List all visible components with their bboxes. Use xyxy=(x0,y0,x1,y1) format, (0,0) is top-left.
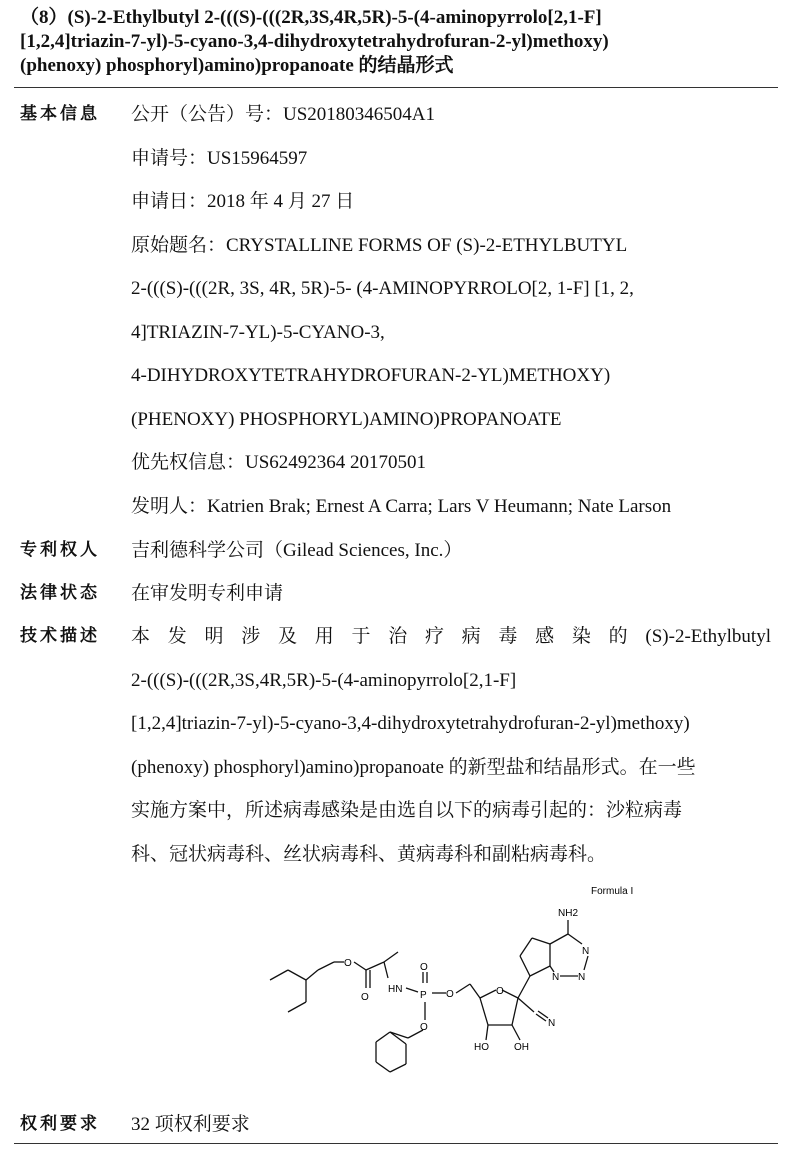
inventors: 发明人：Katrien Brak; Ernest A Carra; Lars V Heumann; Nate Larson xyxy=(131,495,672,517)
legal-status-value: 在审发明专利申请 xyxy=(131,583,284,604)
basic-info-label: 基本信息 xyxy=(20,104,100,124)
tech-desc-line-6: 科、冠状病毒科、丝状病毒科、黄病毒科和副粘病毒科。 xyxy=(131,843,607,865)
original-title-line-5: (PHENOXY) PHOSPHORYL)AMINO)PROPANOATE xyxy=(131,408,562,430)
priority-info: 优先权信息：US62492364 20170501 xyxy=(131,452,427,473)
amine-label: NH2 xyxy=(558,908,579,919)
phosphoryl-oxygen-label: O xyxy=(420,962,428,973)
bottom-divider xyxy=(14,1143,778,1144)
title-line-2: [1,2,4]triazin-7-yl)-5-cyano-3,4-dihydroxytetrahydrofuran-2-yl)methoxy) xyxy=(20,31,609,52)
triazine-n-label-3: N xyxy=(552,972,560,983)
tech-desc-line-5: 实施方案中，所述病毒感染是由选自以下的病毒引起的：沙粒病毒 xyxy=(131,800,683,821)
nitrile-n-label: N xyxy=(548,1018,556,1029)
assignee-label: 专利权人 xyxy=(20,540,100,560)
chemical-structure-figure xyxy=(248,880,648,1095)
phosphorus-label: P xyxy=(420,990,427,1001)
linker-oxygen-label: O xyxy=(446,989,454,1000)
triazine-n-label-2: N xyxy=(578,972,586,983)
tech-desc-line-3: [1,2,4]triazin-7-yl)-5-cyano-3,4-dihydroxytetrahydrofuran-2-yl)methoxy) xyxy=(131,713,690,734)
assignee-value: 吉利德科学公司（Gilead Sciences, Inc.） xyxy=(131,540,463,561)
chemical-structure-svg xyxy=(248,880,648,1095)
ester-oxygen-label: O xyxy=(344,958,352,969)
original-title-line-3: 4]TRIAZIN-7-YL)-5-CYANO-3, xyxy=(131,321,385,343)
document-title xyxy=(20,6,780,78)
hydroxyl-label-1: HO xyxy=(474,1042,489,1053)
title-line-3: (phenoxy) phosphoryl)amino)propanoate 的结晶形式 xyxy=(20,55,454,76)
tech-desc-line-1: 本 发 明 涉 及 用 于 治 疗 病 毒 感 染 的 (S)-2-Ethylbutyl xyxy=(131,626,771,647)
legal-status-label: 法律状态 xyxy=(20,583,100,603)
triazine-n-label-1: N xyxy=(582,946,590,957)
hydroxyl-label-2: OH xyxy=(514,1042,529,1053)
tech-desc-line-2: 2-(((S)-(((2R,3S,4R,5R)-5-(4-aminopyrrolo[2,1-F] xyxy=(131,669,517,691)
figure-caption: Formula I xyxy=(591,886,634,897)
original-title-line-1: 原始题名：CRYSTALLINE FORMS OF (S)-2-ETHYLBUTYL xyxy=(131,234,628,256)
original-title-line-2: 2-(((S)-(((2R, 3S, 4R, 5R)-5- (4-AMINOPYRROLO[2, 1-F] [1, 2, xyxy=(131,278,634,299)
application-number: 申请号：US15964597 xyxy=(131,147,308,169)
claims-label: 权利要求 xyxy=(20,1114,100,1134)
title-divider xyxy=(14,87,778,88)
tech-desc-line-4: (phenoxy) phosphoryl)amino)propanoate 的新型盐和结晶形式。在一些 xyxy=(131,756,696,778)
publication-number: 公开（公告）号：US20180346504A1 xyxy=(131,104,436,125)
ring-oxygen-label: O xyxy=(496,986,504,997)
title-line-1: （8）(S)-2-Ethylbutyl 2-(((S)-(((2R,3S,4R,5R)-5-(4-aminopyrrolo[2,1-F] xyxy=(20,7,602,28)
phenoxy-oxygen-label: O xyxy=(420,1022,428,1033)
original-title-line-4: 4-DIHYDROXYTETRAHYDROFURAN-2-YL)METHOXY) xyxy=(131,365,611,386)
application-date: 申请日：2018 年 4 月 27 日 xyxy=(131,191,355,212)
tech-desc-label: 技术描述 xyxy=(20,626,100,646)
claims-value: 32 项权利要求 xyxy=(131,1114,250,1135)
amine-hn-label: HN xyxy=(388,984,403,995)
carbonyl-oxygen-label: O xyxy=(361,992,369,1003)
